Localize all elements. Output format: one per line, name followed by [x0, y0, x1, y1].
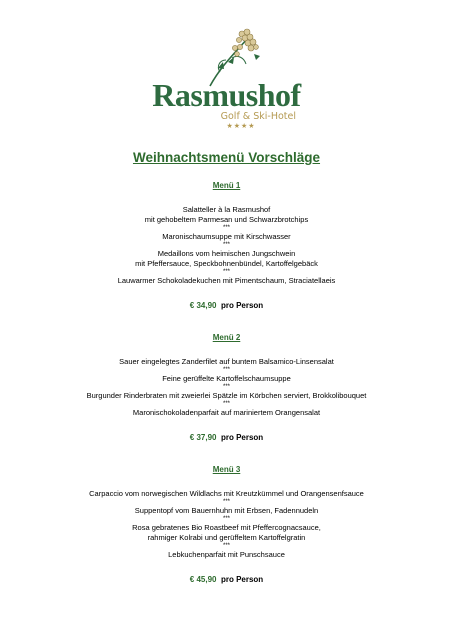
dish-line: Lauwarmer Schokoladekuchen mit Pimentschaum, Straciatellaeis: [117, 276, 336, 285]
menu-heading: Menü 1: [212, 181, 241, 190]
dish-line: Salatteller à la Rasmushof: [182, 205, 271, 214]
dish-line: Maronischokoladenparfait auf mariniertem Orangensalat: [132, 408, 321, 417]
menu-block-2: [0, 333, 453, 443]
price-per-person: pro Person: [220, 433, 264, 442]
brand-stars: ★★★★: [226, 123, 256, 130]
menu-block-3: [0, 465, 453, 585]
dish-line: Medaillons vom heimischen Jungschwein: [157, 249, 296, 258]
hotel-logo: [0, 0, 453, 140]
price-amount: € 34,90: [189, 301, 217, 310]
dish-line: Rosa gebratenes Bio Roastbeef mit Pfeffercognacsauce,: [132, 523, 321, 532]
dish-line: mit Pfeffersauce, Speckbohnenbündel, Kartoffelgebäck: [135, 259, 318, 268]
menu-block-1: [0, 181, 453, 311]
course-separator: ***: [222, 242, 230, 248]
course-separator: ***: [222, 516, 230, 522]
course-separator: ***: [222, 367, 230, 373]
price-amount: € 37,90: [189, 433, 217, 442]
course-separator: ***: [222, 543, 230, 549]
course-separator: ***: [222, 269, 230, 275]
price-amount: € 45,90: [189, 575, 217, 584]
course-separator: ***: [222, 401, 230, 407]
dish-line: Burgunder Rinderbraten mit zweierlei Spätzle im Körbchen serviert, Brokkolibouquet: [86, 391, 367, 400]
dish-line: Suppentopf vom Bauernhuhn mit Erbsen, Fadennudeln: [134, 506, 319, 515]
page-title: Weihnachtsmenü Vorschläge: [132, 150, 321, 165]
dish-line: rahmiger Kolrabi und gerüffeltem Kartoffelgratin: [147, 533, 306, 542]
menu-price: [0, 301, 453, 311]
dish-line: Lebkuchenparfait mit Punschsauce: [168, 550, 285, 559]
course-separator: ***: [222, 225, 230, 231]
menu-price: [0, 433, 453, 443]
dish-line: Carpaccio vom norwegischen Wildlachs mit Kreutzkümmel und Orangensenfsauce: [89, 489, 364, 498]
dish-line: Sauer eingelegtes Zanderfilet auf buntem Balsamico-Linsensalat: [119, 357, 334, 366]
dish-line: mit gehobeltem Parmesan und Schwarzbrotchips: [144, 215, 309, 224]
course-separator: ***: [222, 499, 230, 505]
course-separator: ***: [222, 384, 230, 390]
price-per-person: pro Person: [220, 301, 264, 310]
dish-line: Maronischaumsuppe mit Kirschwasser: [162, 232, 291, 241]
menu-heading: Menü 3: [212, 465, 241, 474]
price-per-person: pro Person: [220, 575, 264, 584]
menu-heading: Menü 2: [212, 333, 241, 342]
brand-subtitle: Golf & Ski-Hotel: [220, 111, 296, 122]
dish-line: Feine gerüffelte Kartoffelschaumsuppe: [162, 374, 291, 383]
menu-price: [0, 575, 453, 585]
brand-name: Rasmushof: [152, 77, 301, 113]
